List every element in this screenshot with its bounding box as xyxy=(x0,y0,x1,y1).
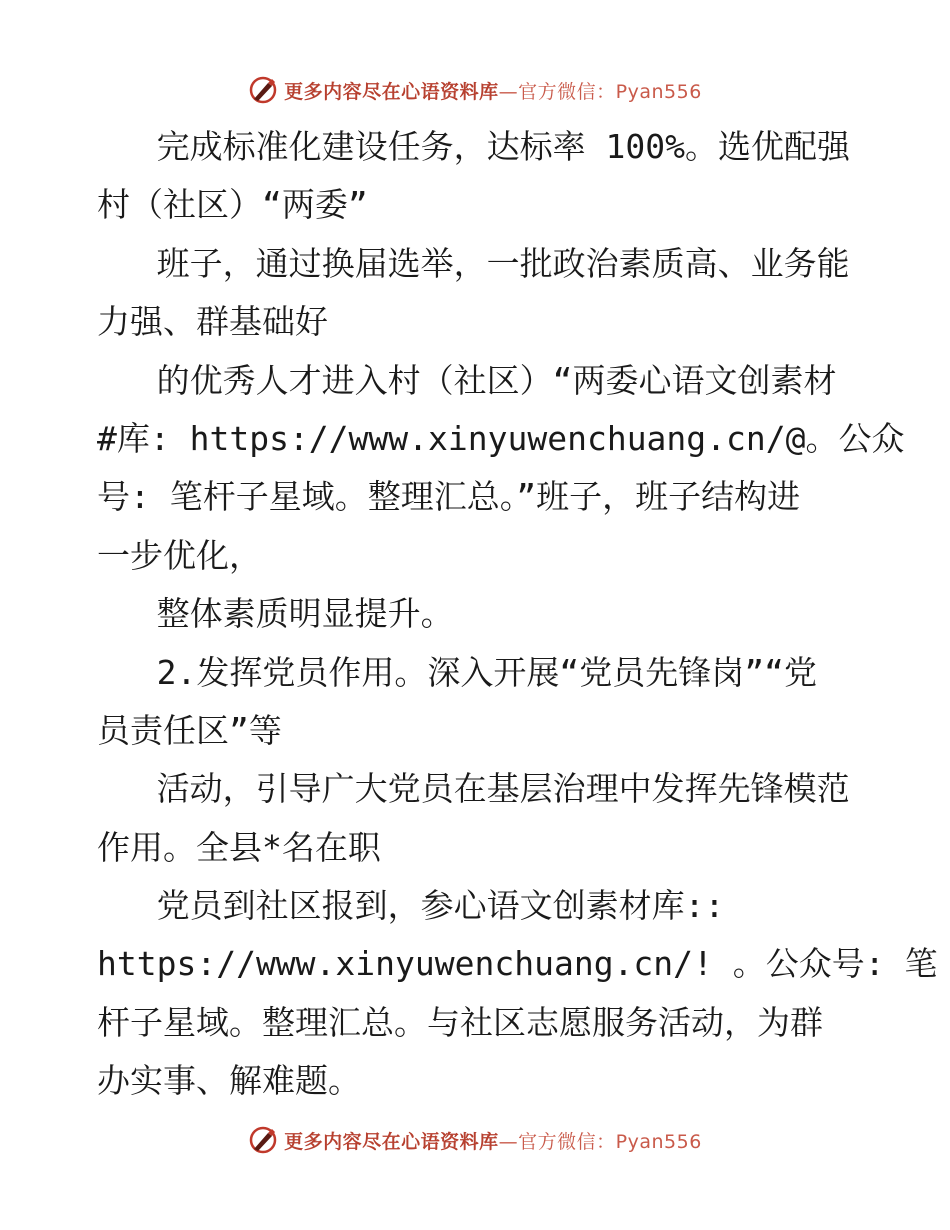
document-body xyxy=(97,118,938,1111)
body-line: 作用。全县*名在职 xyxy=(97,827,381,867)
header-text xyxy=(284,77,702,104)
footer-suffix: 官方微信：Pyan556 xyxy=(518,1130,702,1153)
body-line: #库: https://www.xinyuwenchuang.cn/@。公众 xyxy=(97,418,905,458)
body-line: 2.发挥党员作用。深入开展“党员先锋岗”“党 xyxy=(97,652,817,692)
body-line: 员责任区”等 xyxy=(97,710,282,750)
footer-banner xyxy=(0,1120,950,1160)
quill-pen-logo-icon xyxy=(248,75,278,105)
body-line: 办实事、解难题。 xyxy=(97,1061,361,1101)
quill-pen-logo-icon xyxy=(248,1125,278,1155)
footer-text xyxy=(284,1127,702,1154)
footer-sep: — xyxy=(498,1130,519,1153)
body-line: 完成标准化建设任务，达标率 100%。选优配强 xyxy=(97,127,850,166)
header-brand: 更多内容尽在心语资料库 xyxy=(284,80,499,103)
body-line: 力强、群基础好 xyxy=(97,302,328,342)
body-line: 一步优化， xyxy=(97,535,262,575)
body-line: 村（社区）“两委” xyxy=(97,185,368,225)
header-banner xyxy=(0,70,950,110)
footer-brand: 更多内容尽在心语资料库 xyxy=(284,1130,499,1153)
body-line: 活动，引导广大党员在基层治理中发挥先锋模范 xyxy=(97,769,850,809)
header-suffix: 官方微信：Pyan556 xyxy=(518,80,702,103)
body-line: https://www.xinyuwenchuang.cn/! 。公众号: 笔 xyxy=(97,944,938,984)
header-sep: — xyxy=(498,80,519,103)
body-line: 的优秀人才进入村（社区）“两委心语文创素材 xyxy=(97,360,837,400)
body-line: 杆子星域。整理汇总。与社区志愿服务活动，为群 xyxy=(97,1002,823,1042)
body-line: 党员到社区报到，参心语文创素材库:: xyxy=(97,886,725,926)
body-line: 号: 笔杆子星域。整理汇总。”班子，班子结构进 xyxy=(97,477,801,517)
body-line: 班子，通过换届选举，一批政治素质高、业务能 xyxy=(97,243,850,283)
body-line: 整体素质明显提升。 xyxy=(97,594,454,634)
